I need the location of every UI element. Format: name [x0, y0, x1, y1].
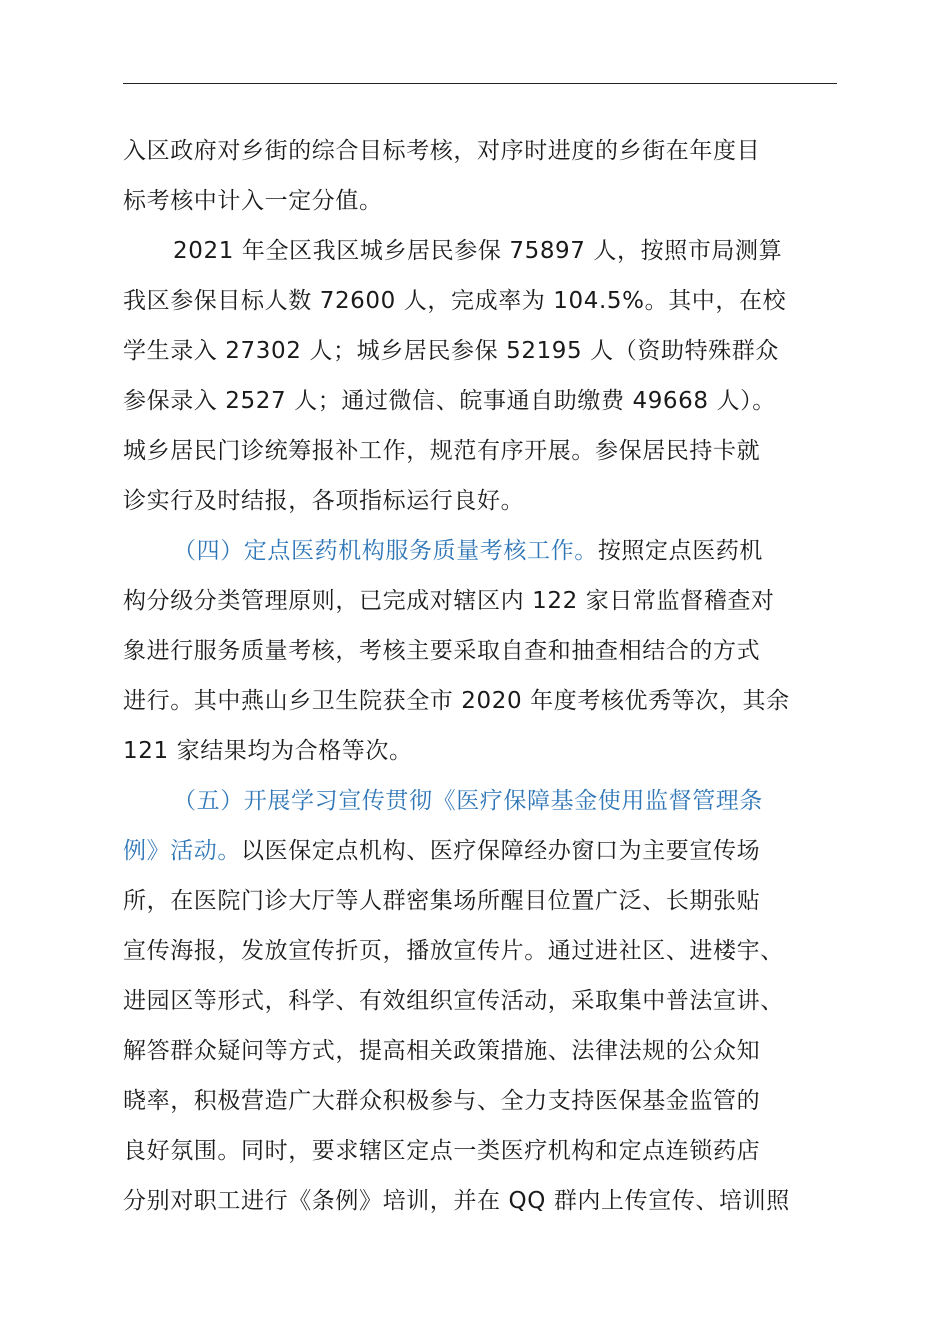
section-5-text: 以医保定点机构、医疗保障经办窗口为主要宣传场 [241, 838, 761, 864]
body-line: 标考核中计入一定分值。 [123, 188, 383, 214]
body-line: 所，在医院门诊大厅等人群密集场所醒目位置广泛、长期张贴 [123, 888, 761, 914]
body-line: 象进行服务质量考核，考核主要采取自查和抽查相结合的方式 [123, 638, 761, 664]
document-body [123, 126, 837, 1226]
body-line: 学生录入 27302 人；城乡居民参保 52195 人（资助特殊群众 [123, 338, 779, 364]
section-4-heading: （四）定点医药机构服务质量考核工作。 [173, 538, 598, 564]
body-line: 宣传海报，发放宣传折页，播放宣传片。通过进社区、进楼宇、 [123, 938, 784, 964]
body-line: 121 家结果均为合格等次。 [123, 738, 413, 764]
header-rule [123, 83, 837, 84]
section-4-first-line [123, 526, 837, 576]
section-5-heading: （五）开展学习宣传贯彻《医疗保障基金使用监督管理条 [173, 788, 763, 814]
body-line: 良好氛围。同时，要求辖区定点一类医疗机构和定点连锁药店 [123, 1138, 761, 1164]
paragraph-start-line: 2021 年全区我区城乡居民参保 75897 人，按照市局测算 [173, 238, 783, 264]
section-4-text: 按照定点医药机 [597, 538, 764, 564]
section-5-second-line [123, 826, 837, 876]
section-5-heading-end: 例》活动。 [123, 838, 241, 864]
body-line: 解答群众疑问等方式，提高相关政策措施、法律法规的公众知 [123, 1038, 761, 1064]
body-line: 进行。其中燕山乡卫生院获全市 2020 年度考核优秀等次，其余 [123, 688, 790, 714]
body-line: 诊实行及时结报，各项指标运行良好。 [123, 488, 525, 514]
body-line: 城乡居民门诊统筹报补工作，规范有序开展。参保居民持卡就 [123, 438, 761, 464]
body-line: 进园区等形式，科学、有效组织宣传活动，采取集中普法宣讲、 [123, 988, 784, 1014]
body-line: 入区政府对乡街的综合目标考核，对序时进度的乡街在年度目 [123, 138, 761, 164]
body-line: 分别对职工进行《条例》培训，并在 QQ 群内上传宣传、培训照 [123, 1188, 790, 1214]
body-line: 参保录入 2527 人；通过微信、皖事通自助缴费 49668 人）。 [123, 388, 776, 414]
body-line: 晓率，积极营造广大群众积极参与、全力支持医保基金监管的 [123, 1088, 761, 1114]
body-line: 我区参保目标人数 72600 人，完成率为 104.5%。其中，在校 [123, 288, 787, 314]
body-line: 构分级分类管理原则，已完成对辖区内 122 家日常监督稽查对 [123, 588, 775, 614]
